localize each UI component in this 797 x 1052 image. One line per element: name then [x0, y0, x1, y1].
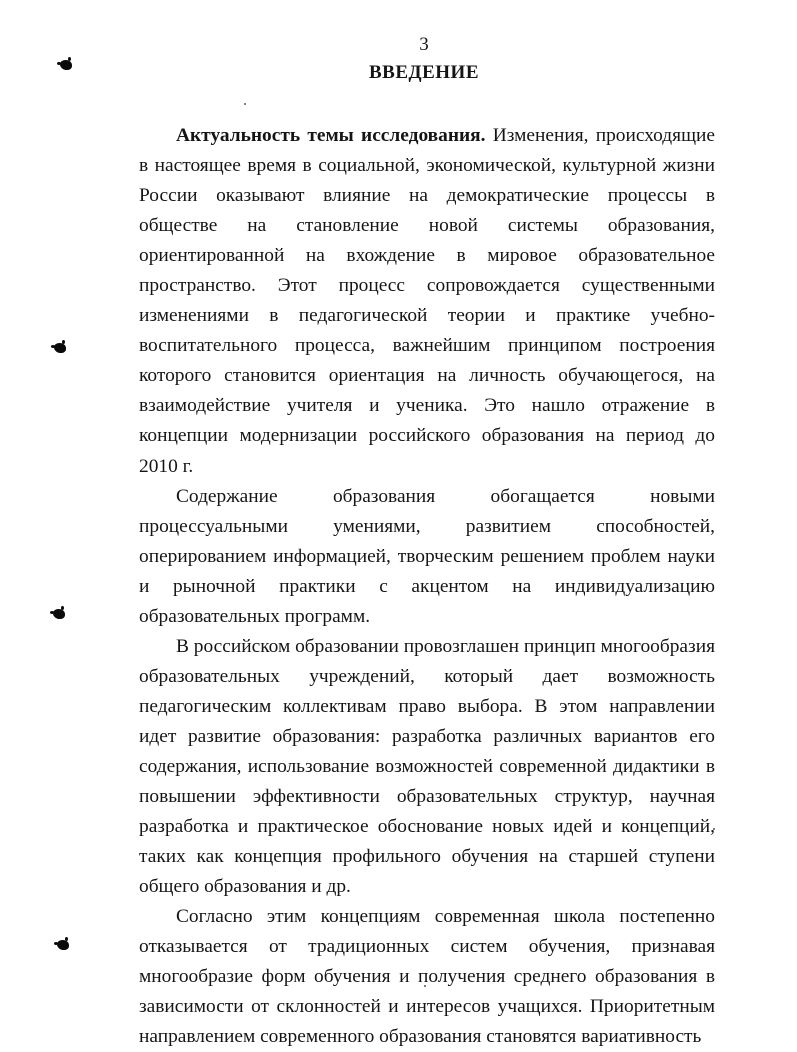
paragraph	[139, 482, 715, 632]
paragraph-text: Согласно этим концепциям современная школа постепенно отказывается от традиционных систем обучения, признавая многообразие форм обучения и получения среднего образования в зависимости от склонностей и интересов учащихся. Приоритетным направлением современного образования становятся вариативность	[139, 906, 715, 1048]
paragraph	[139, 121, 715, 482]
binder-hole-mark	[57, 940, 69, 950]
scan-speck	[244, 103, 246, 105]
binder-hole-mark	[53, 609, 65, 619]
paragraph-text: Содержание образования обогащается новыми процессуальными умениями, развитием способностей, оперированием информацией, творческим решением проблем науки и рыночной практики с акцентом на индивидуализацию образовательных программ.	[139, 485, 715, 627]
body-text	[139, 121, 715, 1052]
binder-hole-mark	[54, 343, 66, 353]
page-number: 3	[419, 34, 429, 55]
paragraph-text: Изменения, происходящие в настоящее время в социальной, экономической, культурной жизни России оказывают влияние на демократические процессы в обществе на становление новой системы образования, ориентированной на вхождение в мировое образовательное пространство. Этот процесс сопровождается существенными изменениями в педагогической теории и практике учебно-воспитательного процесса, важнейшим принципом построения которого становится ориентация на личность обучающегося, на взаимодействие учителя и ученика. Это нашло отражение в концепции модернизации российского образования на период до 2010 г.	[139, 125, 715, 477]
section-heading: ВВЕДЕНИЕ	[369, 62, 479, 83]
paragraph-lead: Актуальность темы исследования.	[176, 125, 486, 146]
paragraph	[139, 902, 715, 1052]
paragraph-text: В российском образовании провозглашен принцип многообразия образовательных учреждений, который дает возможность педагогическим коллективам право выбора. В этом направлении идет развитие образования: разработка различных вариантов его содержания, использование возможностей современной дидактики в повышении эффективности образовательных структур, научная разработка и практическое обоснование новых идей и концепций, таких как концепция профильного обучения на старшей ступени общего образования и др.	[139, 635, 715, 898]
paragraph	[139, 632, 715, 902]
